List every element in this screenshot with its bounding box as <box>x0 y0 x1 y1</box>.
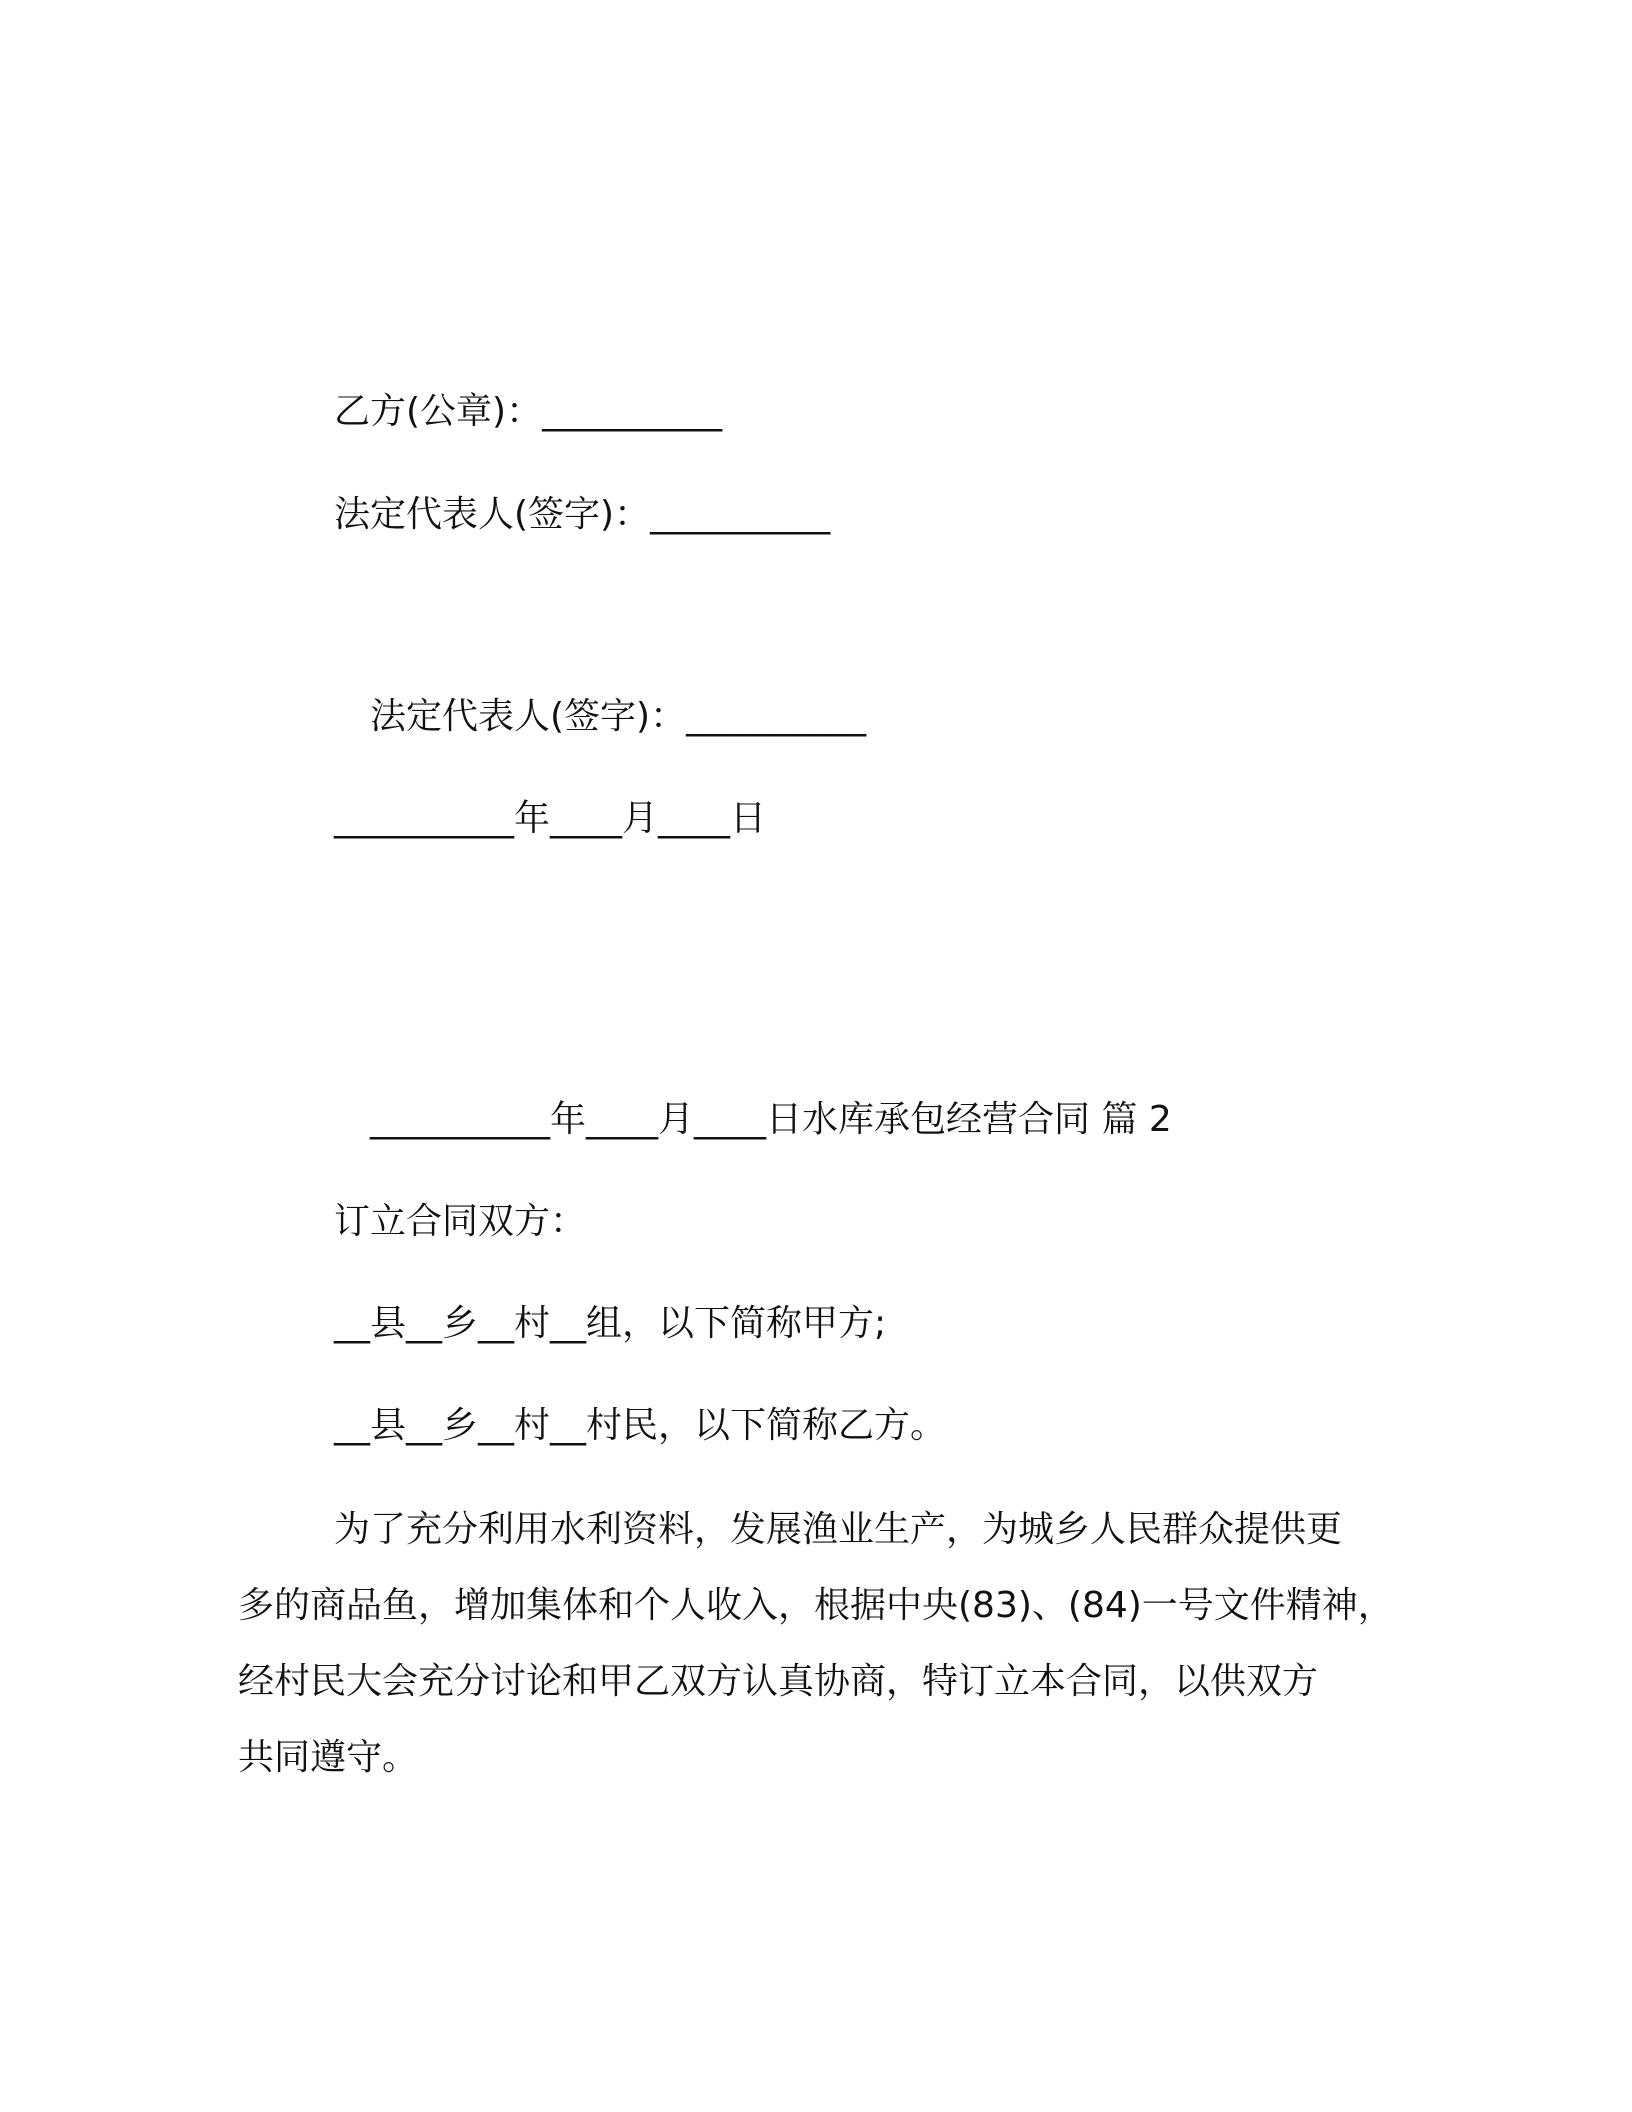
legal-rep-sign-line: 法定代表人(签字)：__________ <box>334 494 831 535</box>
party-a-line: __县__乡__村__组，以下简称甲方; <box>334 1303 887 1344</box>
preamble-line: 共同遵守。 <box>238 1737 419 1778</box>
contract-title: __________年____月____日水库承包经营合同 篇 2 <box>370 1099 1172 1140</box>
legal-rep-sign-line-2: 法定代表人(签字)：__________ <box>370 696 867 737</box>
preamble-line: 经村民大会充分讨论和甲乙双方认真协商，特订立本合同，以供双方 <box>238 1661 1319 1702</box>
parties-heading: 订立合同双方： <box>334 1201 587 1242</box>
party-b-line: __县__乡__村__村民，以下简称乙方。 <box>334 1405 947 1446</box>
party-b-seal-line: 乙方(公章)：__________ <box>334 391 723 432</box>
preamble-line: 多的商品鱼，增加集体和个人收入，根据中央(83)、(84)一号文件精神， <box>238 1585 1394 1626</box>
signing-date-line: __________年____月____日 <box>334 798 766 839</box>
preamble-line: 为了充分利用水利资料，发展渔业生产，为城乡人民群众提供更 <box>334 1509 1343 1550</box>
